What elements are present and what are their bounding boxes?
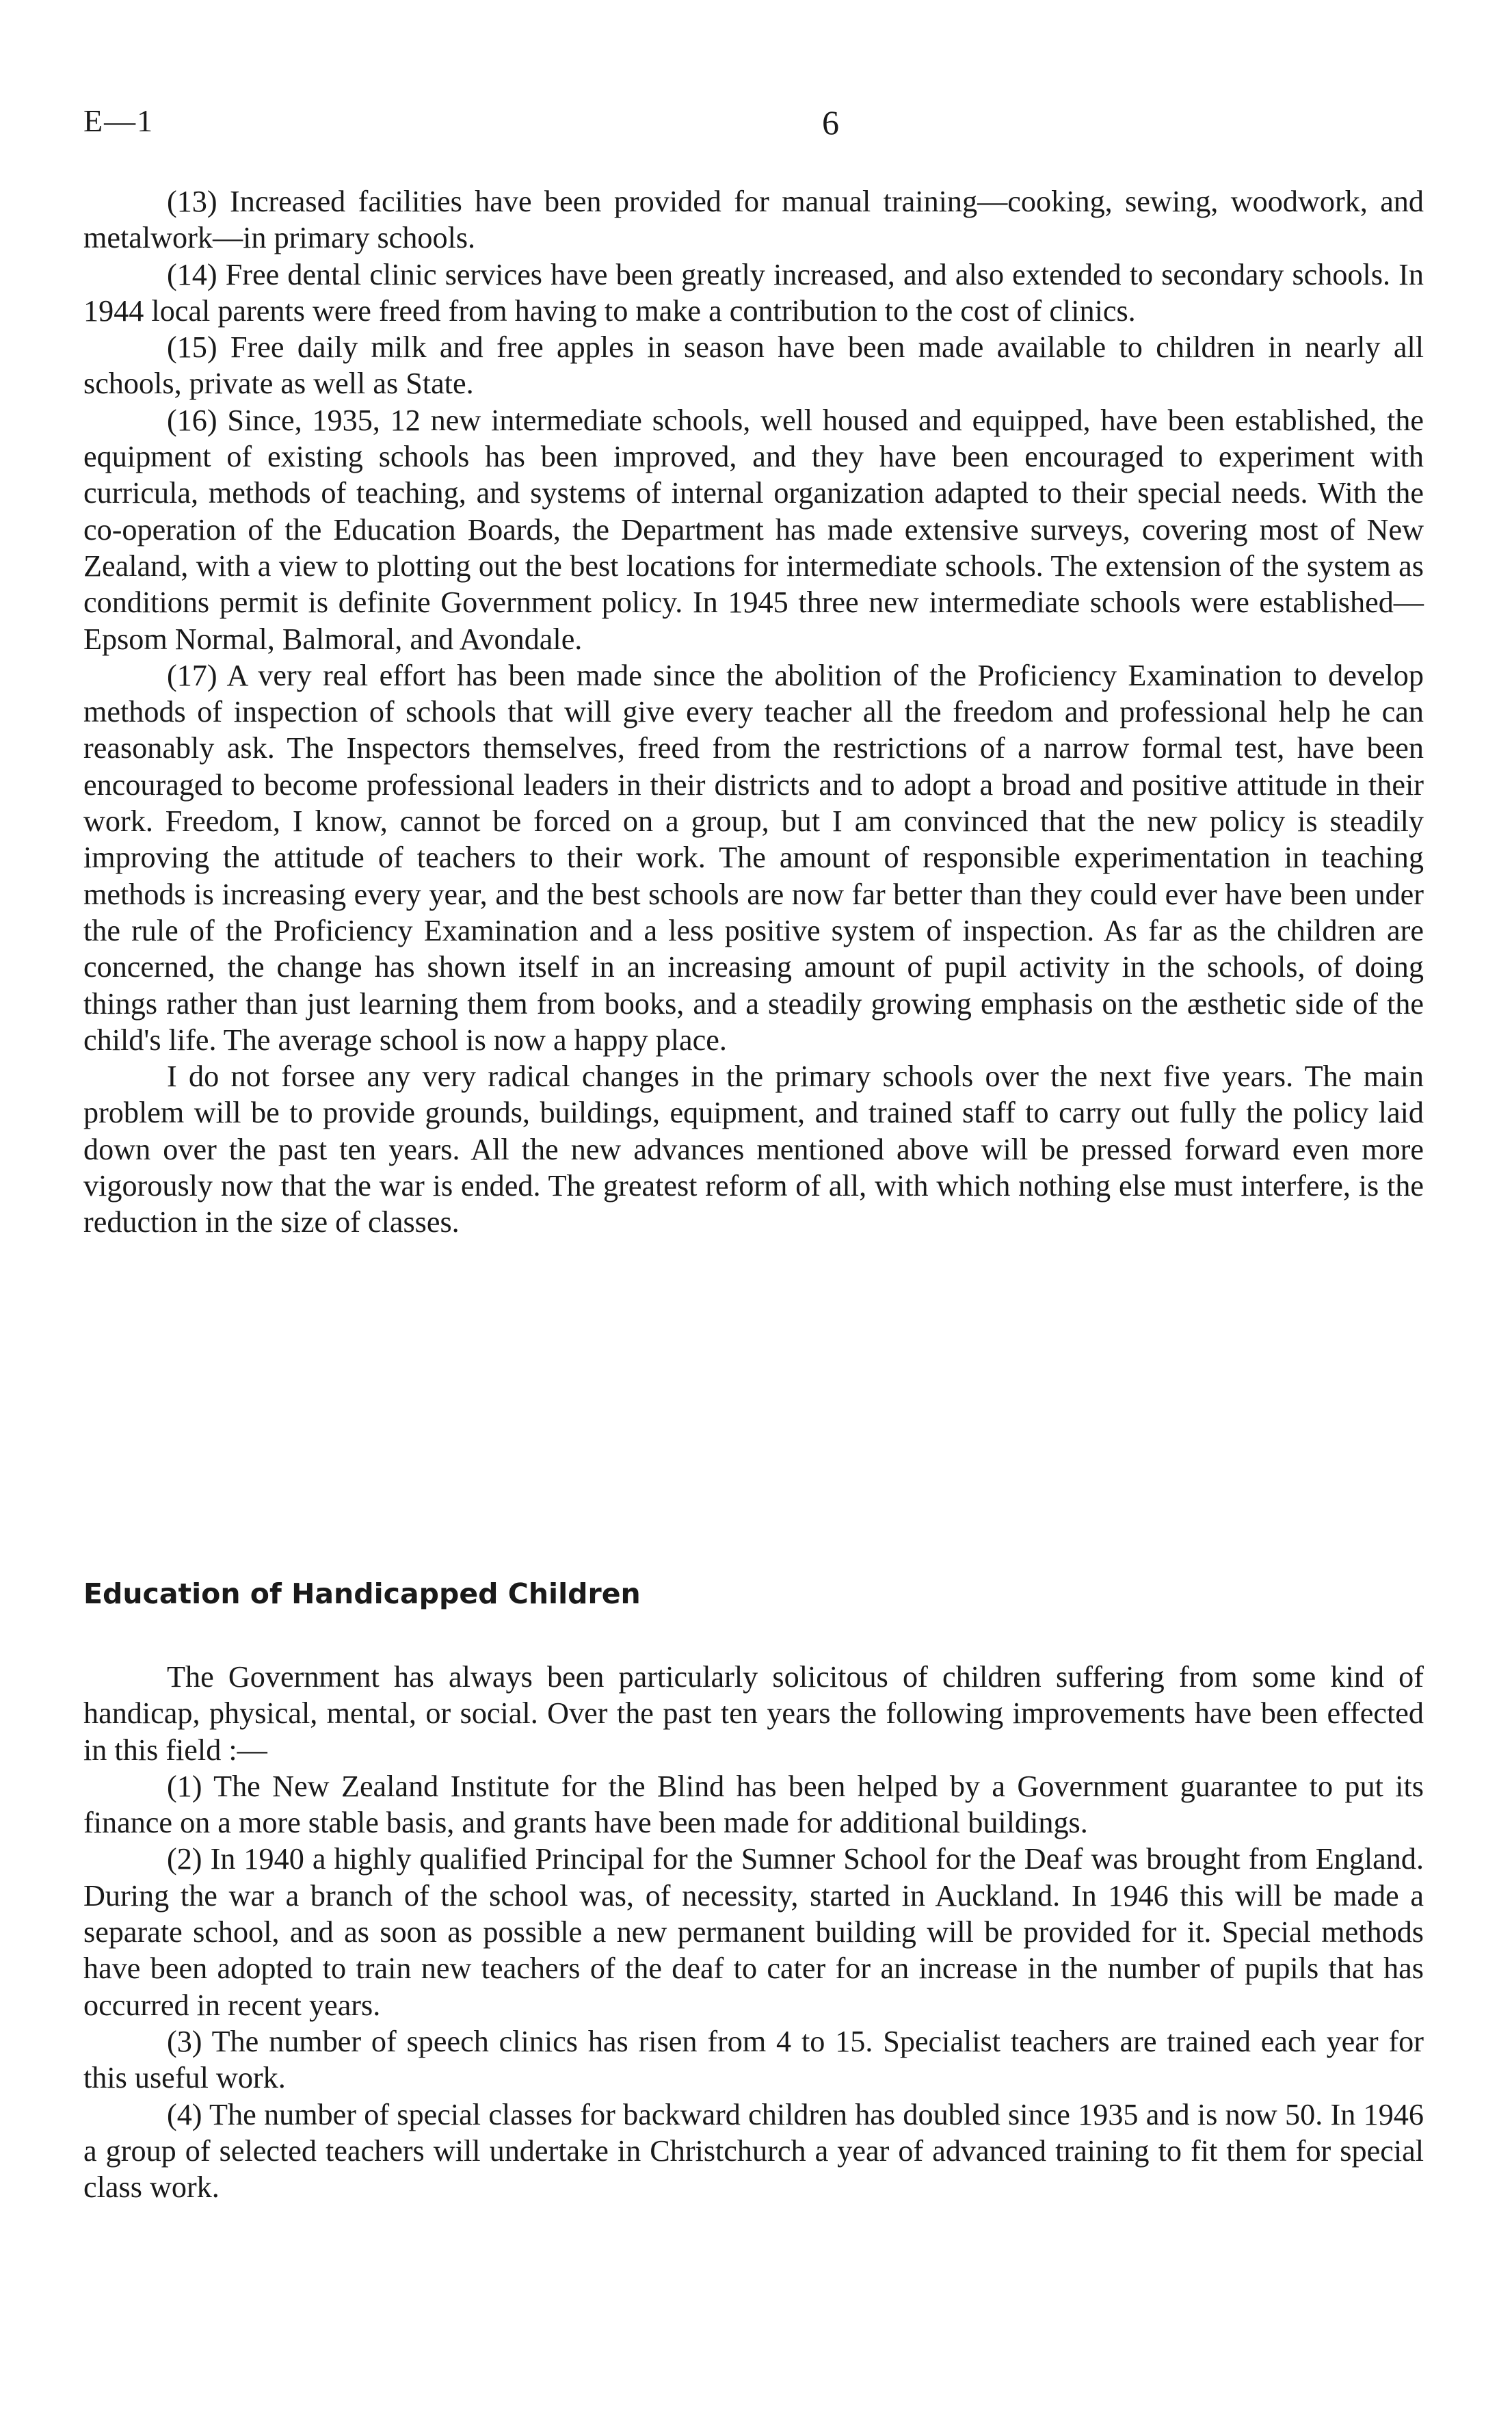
page-header: [83, 103, 1424, 157]
paragraph-14: (14) Free dental clinic services have been greatly increased, and also extended to secondary schools. In 1944 local parents were freed from having to make a contribution to the cost of clinics.: [83, 257, 1424, 328]
section-heading: Education of Handicapped Children: [83, 1577, 641, 1610]
paragraph-17: (17) A very real effort has been made since the abolition of the Proficiency Examination to develop methods of inspection of schools that will give every teacher all the freedom and professional help he can reasonably ask. The Inspectors themselves, freed from the restrictions of a narrow formal test, have been encouraged to become professional leaders in their districts and to adopt a broad and positive attitude in their work. Freedom, I know, cannot be forced on a group, but I am convinced that the new policy is steadily improving the attitude of teachers to their work. The amount of responsible experimentation in teaching methods is increasing every year, and the best schools are now far better than they could ever have been under the rule of the Proficiency Examination and a less positive system of inspection. As far as the children are concerned, the change has shown itself in an increasing amount of pupil activity in the schools, of doing things rather than just learning them from books, and a steadily growing emphasis on the æsthetic side of the child's life. The average school is now a happy place.: [83, 658, 1424, 1057]
item-4-paragraph: (4) The number of special classes for backward children has doubled since 1935 and is now 50. In 1946 a group of selected teachers will undertake in Christchurch a year of advanced training to fit them for special class work.: [83, 2097, 1424, 2205]
paragraph-outlook: I do not forsee any very radical changes in the primary schools over the next five years. The main problem will be to provide grounds, buildings, equipment, and trained staff to carry out fully the policy laid down over the past ten years. All the new advances mentioned above will be pressed forward even more vigorously now that the war is ended. The greatest reform of all, with which nothing else must interfere, is the reduction in the size of classes.: [83, 1060, 1424, 1239]
item-1-paragraph: (1) The New Zealand Institute for the Blind has been helped by a Government guarantee to put its finance on a more stable basis, and grants have been made for additional buildings.: [83, 1769, 1424, 1840]
item-3-paragraph: (3) The number of speech clinics has risen from 4 to 15. Specialist teachers are trained each year for this useful work.: [83, 2024, 1424, 2095]
paragraph-13: (13) Increased facilities have been provided for manual training—cooking, sewing, woodwork, and metalwork—in primary schools.: [83, 185, 1424, 255]
intro-paragraph: The Government has always been particularly solicitous of children suffering from some kind of handicap, physical, mental, or social. Over the past ten years the following improvements have been effected in this field :—: [83, 1660, 1424, 1767]
handicapped-children-section: [83, 1659, 1424, 2205]
document-code: E—1: [83, 103, 155, 138]
item-2-paragraph: (2) In 1940 a highly qualified Principal for the Sumner School for the Deaf was brought from England. During the war a branch of the school was, of necessity, started in Auckland. In 1946 this will be made a separate school, and as soon as possible a new permanent building will be provided for it. Special methods have been adopted to train new teachers of the deaf to cater for an increase in the number of pupils that has occurred in recent years.: [83, 1842, 1424, 2022]
paragraph-15: (15) Free daily milk and free apples in season have been made available to children in nearly all schools, private as well as State.: [83, 330, 1424, 401]
page-number: 6: [822, 103, 839, 142]
primary-schools-section: [83, 183, 1424, 1241]
paragraph-16: (16) Since, 1935, 12 new intermediate schools, well housed and equipped, have been established, the equipment of existing schools has been improved, and they have been encouraged to experiment with curricula, methods of teaching, and systems of internal organization adapted to their special needs. With the co-operation of the Education Boards, the Department has made extensive surveys, covering most of New Zealand, with a view to plotting out the best locations for intermediate schools. The extension of the system as conditions permit is definite Government policy. In 1945 three new intermediate schools were established—Epsom Normal, Balmoral, and Avondale.: [83, 403, 1424, 656]
